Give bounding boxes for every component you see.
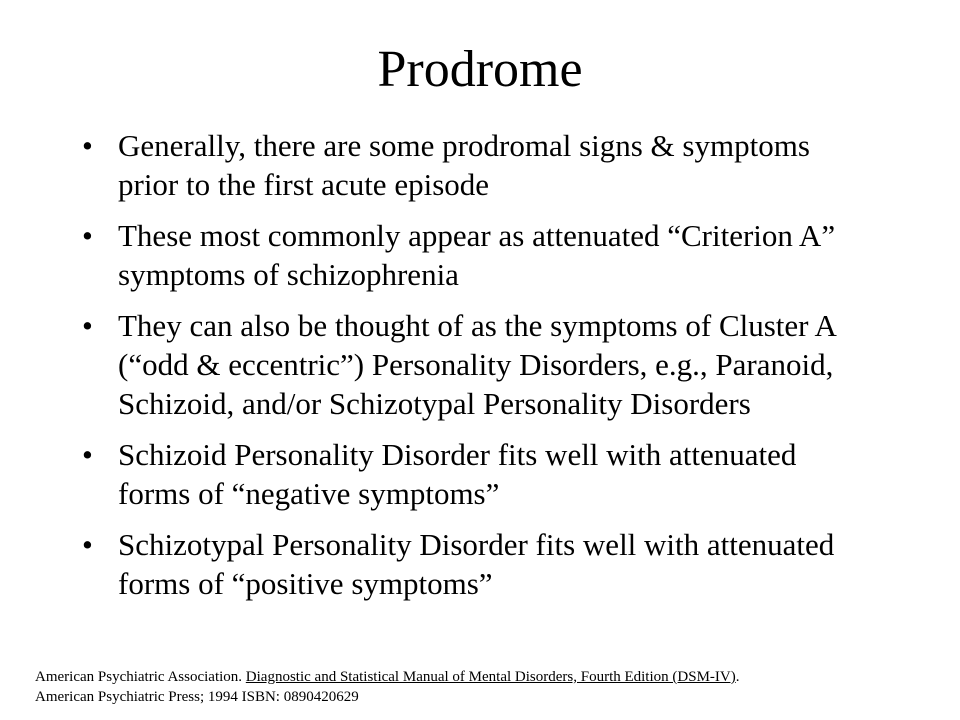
citation-line-1: [35, 667, 935, 687]
bullet-text: These most commonly appear as attenuated “Criterion A” symptoms of schizophrenia: [118, 218, 836, 292]
bullet-item: [82, 126, 842, 204]
bullet-dot-icon: •: [82, 218, 93, 253]
bullet-text: Generally, there are some prodromal signs & symptoms prior to the first acute episode: [118, 128, 810, 202]
bullet-dot-icon: •: [82, 527, 93, 562]
bullet-item: [82, 306, 842, 423]
bullet-text: Schizoid Personality Disorder fits well with attenuated forms of “negative symptoms”: [118, 437, 797, 511]
bullet-item: [82, 435, 842, 513]
citation: [35, 667, 935, 707]
citation-author: American Psychiatric Association.: [35, 669, 243, 685]
citation-publisher: American Psychiatric Press; 1994 ISBN: 0890420629: [35, 689, 359, 705]
citation-period: .: [735, 669, 740, 685]
bullet-item: [82, 525, 842, 603]
bullet-list: [82, 126, 842, 615]
bullet-text: They can also be thought of as the symptoms of Cluster A (“odd & eccentric”) Personality Disorders, e.g., Paranoid, Schizoid, and/or Schizotypal Personality Disorders: [118, 308, 836, 421]
bullet-dot-icon: •: [82, 437, 93, 472]
bullet-dot-icon: •: [82, 128, 93, 163]
bullet-text: Schizotypal Personality Disorder fits well with attenuated forms of “positive symptoms”: [118, 527, 835, 601]
bullet-item: [82, 216, 842, 294]
slide-title: Prodrome: [377, 41, 583, 98]
bullet-dot-icon: •: [82, 308, 93, 343]
citation-work: Diagnostic and Statistical Manual of Mental Disorders, Fourth Edition (DSM-IV): [245, 669, 736, 685]
